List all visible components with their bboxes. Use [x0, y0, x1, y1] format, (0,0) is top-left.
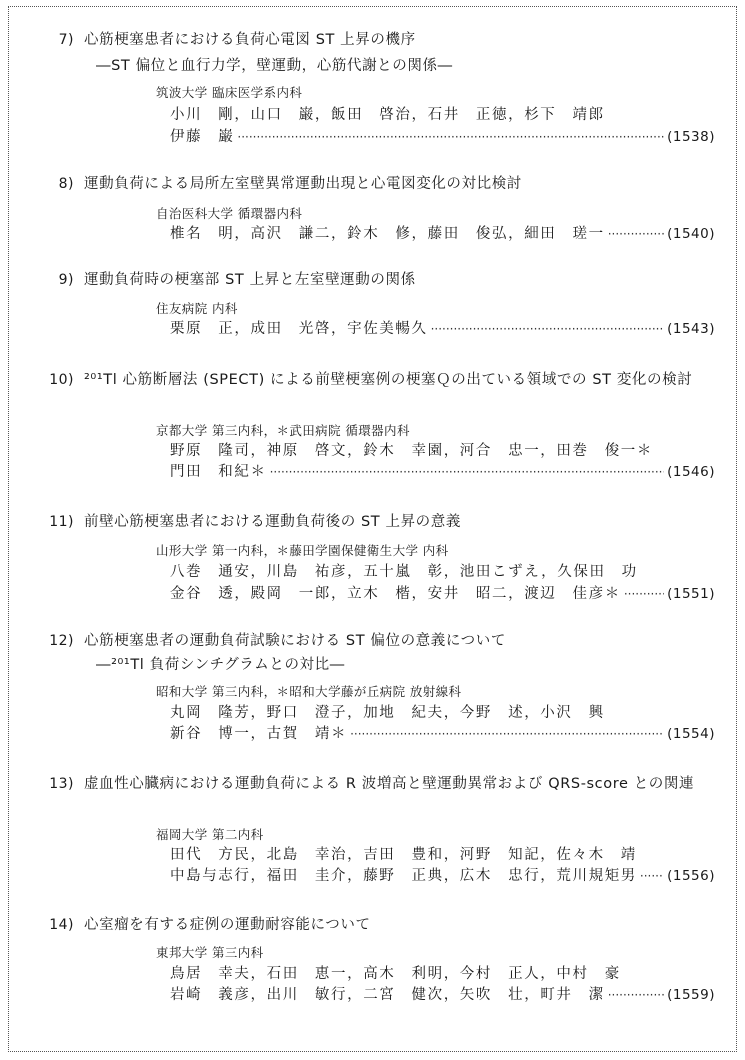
- entry-title: 心室瘤を有する症例の運動耐容能について: [84, 917, 371, 933]
- author-line-with-page: [170, 317, 715, 338]
- entry-institution: 京都大学 第三内科，＊武田病院 循環器内科: [156, 423, 410, 438]
- entry-subtitle: ―ST 偏位と血行力学，壁運動，心筋代謝との関係―: [96, 58, 453, 74]
- dot-leader: [237, 130, 664, 144]
- author-names: 中島与志行，福田 圭介，藤野 正典，広木 忠行，荒川規矩男: [170, 868, 637, 884]
- author-names: 椎名 明，高沢 謙二，鈴木 修，藤田 俊弘，細田 瑳一: [170, 226, 605, 242]
- page-number: (1538): [667, 129, 715, 145]
- dot-leader: [624, 587, 664, 601]
- author-names: 栗原 正，成田 光啓，宇佐美暢久: [170, 321, 428, 337]
- entry-institution: 山形大学 第一内科，＊藤田学園保健衛生大学 内科: [156, 543, 449, 558]
- entry-number: 11): [49, 514, 74, 530]
- entry-subtitle: ―²⁰¹Tl 負荷シンチグラムとの対比―: [96, 657, 345, 673]
- author-line-with-page: [170, 125, 715, 146]
- dot-leader: [431, 322, 665, 336]
- entry-title: 運動負荷時の梗塞部 ST 上昇と左室壁運動の関係: [84, 272, 416, 288]
- author-names: 丸岡 隆芳，野口 澄子，加地 紀夫，今野 述，小沢 興: [170, 705, 605, 721]
- author-line-with-page: [170, 983, 715, 1004]
- entry-institution: 東邦大学 第三内科: [156, 945, 264, 960]
- entry-title: 前壁心筋梗塞患者における運動負荷後の ST 上昇の意義: [84, 514, 461, 530]
- entry-number: 8): [58, 176, 74, 192]
- author-line: [170, 843, 715, 864]
- author-names: 田代 方民，北島 幸治，吉田 豊和，河野 知記，佐々木 靖: [170, 847, 637, 863]
- dot-leader: [350, 727, 664, 741]
- author-line: [170, 962, 715, 983]
- page-number: (1551): [667, 586, 715, 602]
- entry-number: 13): [49, 776, 74, 792]
- entry-institution: 筑波大学 臨床医学系内科: [156, 85, 303, 100]
- entry-institution: 福岡大学 第二内科: [156, 827, 264, 842]
- author-names: 八巻 通安，川島 祐彦，五十嵐 彰，池田こずえ，久保田 功: [170, 564, 638, 580]
- page-number: (1546): [667, 464, 715, 480]
- entry-title: 心筋梗塞患者における負荷心電図 ST 上昇の機序: [84, 32, 416, 48]
- entry-number: 7): [58, 32, 74, 48]
- page-number: (1543): [667, 321, 715, 337]
- entry-number: 9): [58, 272, 74, 288]
- author-names: 岩崎 義彦，出川 敏行，二宮 健次，矢吹 壮，町井 潔: [170, 987, 605, 1003]
- author-line-with-page: [170, 460, 715, 481]
- dot-leader: [608, 227, 664, 241]
- author-line: [170, 439, 715, 460]
- entry-number: 12): [49, 633, 74, 649]
- author-line: [170, 103, 715, 124]
- author-names: 野原 隆司，神原 啓文，鈴木 幸園，河合 忠一，田巻 俊一＊: [170, 443, 653, 459]
- author-line-with-page: [170, 582, 715, 603]
- author-names: 新谷 博一，古賀 靖＊: [170, 726, 348, 742]
- page-number: (1559): [667, 987, 715, 1003]
- entry-title: 虚血性心臓病における運動負荷による R 波増高と壁運動異常および QRS-score との関連: [84, 776, 695, 792]
- entry-title: 運動負荷による局所左室壁異常運動出現と心電図変化の対比検討: [84, 176, 522, 192]
- page-number: (1556): [667, 868, 715, 884]
- entry-number: 14): [49, 917, 74, 933]
- dot-leader: [270, 465, 665, 479]
- author-names: 伊藤 巌: [170, 129, 235, 145]
- entry-institution: 住友病院 内科: [156, 301, 238, 316]
- page-number: (1554): [667, 726, 715, 742]
- author-line: [170, 701, 715, 722]
- entry-institution: 自治医科大学 循環器内科: [156, 206, 303, 221]
- entry-title: 心筋梗塞患者の運動負荷試験における ST 偏位の意義について: [84, 633, 506, 649]
- dot-leader: [608, 988, 664, 1002]
- entry-title: ²⁰¹Tl 心筋断層法 (SPECT) による前壁梗塞例の梗塞Ｑの出ている領域での ST 変化の検討: [84, 372, 693, 388]
- author-line-with-page: [170, 864, 715, 885]
- author-names: 門田 和紀＊: [170, 464, 267, 480]
- author-line-with-page: [170, 722, 715, 743]
- author-names: 鳥居 幸夫，石田 恵一，高木 利明，今村 正人，中村 豪: [170, 966, 621, 982]
- page-number: (1540): [667, 226, 715, 242]
- entry-number: 10): [49, 372, 74, 388]
- author-line: [170, 560, 715, 581]
- author-line-with-page: [170, 222, 715, 243]
- entry-institution: 昭和大学 第三内科，＊昭和大学藤が丘病院 放射線科: [156, 684, 462, 699]
- author-names: 金谷 透，殿岡 一郎，立木 楷，安井 昭二，渡辺 佳彦＊: [170, 586, 621, 602]
- author-names: 小川 剛，山口 巌，飯田 啓治，石井 正徳，杉下 靖郎: [170, 107, 605, 123]
- dot-leader: [640, 869, 664, 883]
